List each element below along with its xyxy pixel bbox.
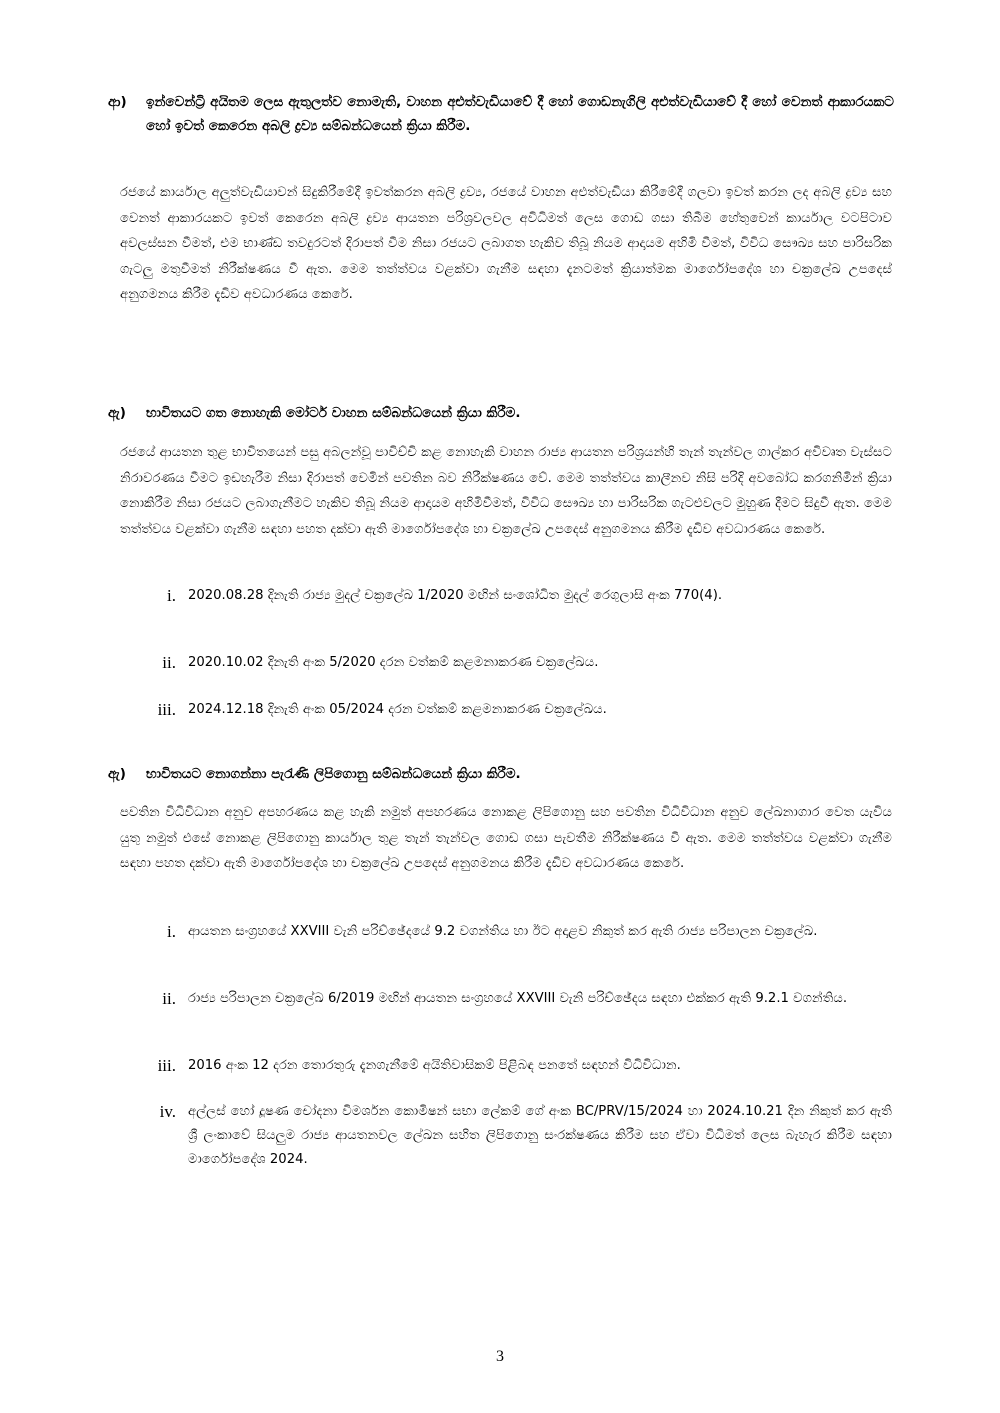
list-item-text: 2016 අංක 12 දරන තොරතුරු දැනගැනීමේ අයිතිවාසිකම් පිළිබඳ පනතේ සඳහන් විධිවිධාන. xyxy=(188,1058,681,1073)
list-item-text: 2020.10.02 දිනැති අංක 5/2020 දරන වත්කම් කළමනාකරණ චක්‍රලේඛය. xyxy=(188,655,599,670)
section-paragraph: රජයේ ආයතන තුළ භාවිතයෙන් පසු අබලන්වූ පාවිච්චි කළ නොහැකි වාහන රාජ්‍ය ආයතන පරිශ්‍රයන්හි තැන් තැන්වල ගාල්කර අවිවෘත වැස්සට නිරාවරණය වීමට ඉඩහැරීම නිසා දිරාපත් වෙමින් පවතින බව නිරීක්ෂණය වේ. මෙම තත්ත්වය කාලීනව නිසි පරිදි අවබෝධ කරගනිමින් ක්‍රියා නොකිරීම නිසා රජයට ලබාගැනීමට හැකිව තිබූ නියම ආදායම අහිමිවීමත්, විවිධ සෞඛ්‍ය හා පාරිසරික ගැටළුවලට මුහුණ දීමට සිදුවී ඇත. මෙම තත්ත්වය වළක්වා ගැනීම සඳහා පහත දක්වා ඇති මාර්ගෝපදේශ හා චක්‍රලේඛ උපදෙස් අනුගමනය කිරීම දැඩිව අවධාරණය කෙරේ. xyxy=(120,445,892,537)
page-number: 3 xyxy=(496,1348,504,1365)
list-item-number: iii. xyxy=(157,700,176,719)
section-marker: ඇ) xyxy=(108,405,126,421)
list-item-number: iii. xyxy=(157,1056,176,1075)
list-item-text: 2020.08.28 දිනැති රාජ්‍ය මුදල් චක්‍රලේඛ 1/2020 මඟින් සංශෝධිත මුදල් රෙගුලාසි අංක 770(4). xyxy=(188,588,723,603)
section-heading-text: භාවිතයට ගත නොහැකි මෝටර් වාහන සම්බන්ධයෙන් ක්‍රියා කිරීම. xyxy=(146,405,521,421)
guidelines-list xyxy=(140,987,892,1011)
list-item xyxy=(140,651,892,675)
list-item-number: ii. xyxy=(162,989,176,1008)
section-marker: ඇ) xyxy=(108,766,126,782)
list-item-text: 2024.12.18 දිනැති අංක 05/2024 දරන වත්කම් කළමනාකරණ චක්‍රලේඛය. xyxy=(188,702,607,717)
list-item xyxy=(140,584,892,608)
guidelines-list xyxy=(140,698,892,722)
guidelines-list xyxy=(140,920,892,944)
list-item-number: i. xyxy=(167,586,176,605)
section-heading-text: ඉන්වෙන්ට්‍රි අයිතම ලෙස ඇතුලත්ව නොමැති, වාහන අළුත්වැඩියාවේ දී හෝ ගොඩනැගිලි අළුත්වැඩියාවේ දී හෝ වෙනත් ආකාරයකට හෝ ඉවත් කෙරෙන අබලි ද්‍රව්‍ය සම්බන්ධයෙන් ක්‍රියා කිරීම. xyxy=(146,94,894,134)
list-item-text: ආයතන සංග්‍රහයේ XXVIII වැනි පරිච්ඡේදයේ 9.2 වගන්තිය හා ඊට අදාළව නිකුත් කර ඇති රාජ්‍ය පරිපාලන චක්‍රලේඛ. xyxy=(188,924,818,939)
list-item-text: රාජ්‍ය පරිපාලන චක්‍රලේඛ 6/2019 මඟින් ආයතන සංග්‍රහයේ XXVIII වැනි පරිච්ඡේදය සඳහා එක්කර ඇති 9.2.1 වගන්තිය. xyxy=(188,991,848,1006)
list-item-text: අල්ලස් හෝ දූෂණ චෝදනා විමර්ශන කොමිෂන් සභා ලේකම් ගේ අංක BC/PRV/15/2024 හා 2024.10.21 දින නිකුත් කර ඇති ශ්‍රී ලංකාවේ සියලුම රාජ්‍ය ආයතනවල ලේඛන සහිත ලිපිගොනු සංරක්ෂණය කිරීම සහ ඒවා විධිමත් ලෙස බැහැර කිරීම සඳහා මාර්ගෝපදේශ 2024. xyxy=(188,1104,892,1167)
guidelines-list xyxy=(140,1054,892,1078)
section-heading-text: භාවිතයට නොගන්නා පැරැණි ලිපිගොනු සම්බන්ධයෙන් ක්‍රියා කිරීම. xyxy=(146,766,521,782)
list-item xyxy=(140,920,892,944)
list-item-number: i. xyxy=(167,922,176,941)
section-paragraph: පවතින විධිවිධාන අනුව අපහරණය කළ හැකි නමුත් අපහරණය නොකළ ලිපිගොනු සහ පවතින විධිවිධාන අනුව ලේඛනාගාර වෙත යැවිය යුතු නමුත් එසේ නොකළ ලිපිගොනු කාර්යාල තුළ තැන් තැන්වල ගොඩ ගසා පැවතීම නිරීක්ෂණය වී ඇත. මෙම තත්ත්වය වළක්වා ගැනීම සඳහා පහත දක්වා ඇති මාර්ගෝපදේශ හා චක්‍රලේඛ උපදෙස් අනුගමනය කිරීම දැඩිව අවධාරණය කෙරේ. xyxy=(120,805,892,871)
section-heading-old-files xyxy=(108,762,894,786)
section-heading-unusable-vehicles xyxy=(108,401,894,425)
list-item-number: iv. xyxy=(159,1102,176,1121)
section-heading-scrap-materials xyxy=(108,90,894,138)
list-item xyxy=(140,698,892,722)
guidelines-list xyxy=(140,1100,892,1172)
list-item xyxy=(140,1100,892,1172)
list-item xyxy=(140,1054,892,1078)
guidelines-list xyxy=(140,584,892,608)
guidelines-list xyxy=(140,651,892,675)
section-marker: ආ) xyxy=(108,94,127,110)
list-item-number: ii. xyxy=(162,653,176,672)
section-paragraph: රජයේ කාර්යාල අලුත්වැඩියාවන් සිදුකිරීමේදී ඉවත්කරන අබලි ද්‍රව්‍ය, රජයේ වාහන අළුත්වැඩියා කිරීමේදී ගලවා ඉවත් කරන ලද අබලි ද්‍රව්‍ය සහ වෙනත් ආකාරයකට ඉවත් කෙරෙන අබලි ද්‍රව්‍ය ආයතන පරිශ්‍රවලවල අවිධිමත් ලෙස ගොඩ ගසා තිබීම හේතුවෙන් කාර්යාල වටපිටාව අවලස්සන වීමත්, එම භාණ්ඩ තවදුරටත් දිරාපත් වීම නිසා රජයට ලබාගත හැකිව තිබූ නියම ආදායම අහිමි වීමත්, විවිධ සෞඛ්‍ය සහ පාරිසරික ගැටලු මතුවීමත් නිරීක්ෂණය වී ඇත. මෙම තත්ත්වය වළක්වා ගැනීම සඳහා දැනටමත් ක්‍රියාත්මක මාර්ගෝපදේශ හා චක්‍රලේඛ උපදෙස් අනුගමනය කිරීම දැඩිව අවධාරණය කෙරේ. xyxy=(120,185,892,302)
list-item xyxy=(140,987,892,1011)
